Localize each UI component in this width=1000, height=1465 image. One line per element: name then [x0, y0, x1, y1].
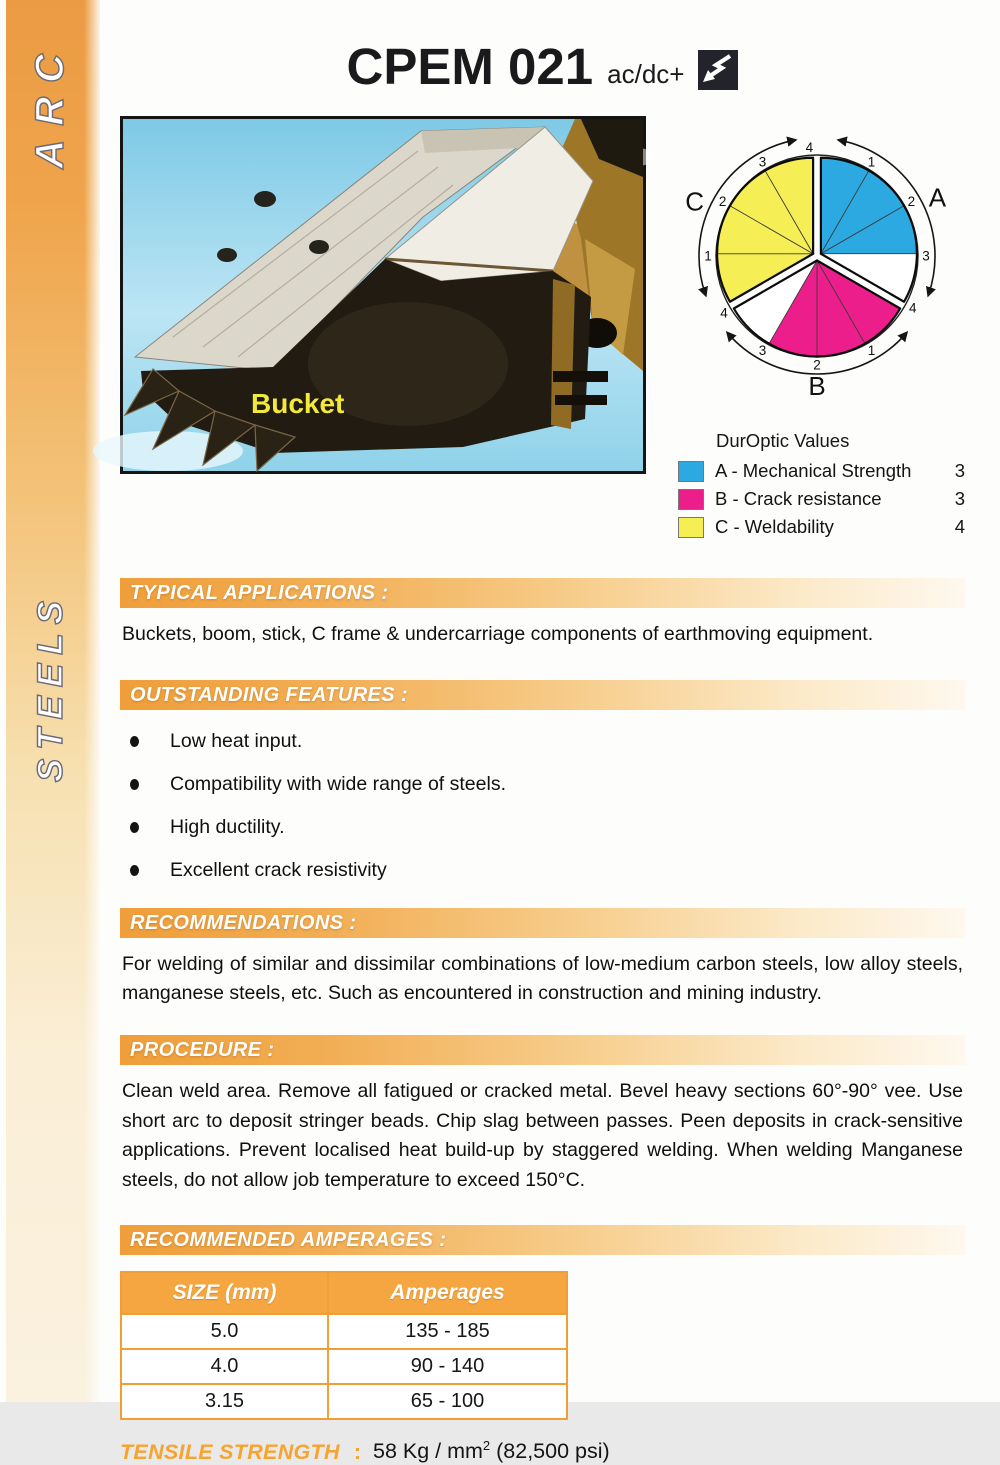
section-header-typical-applications: TYPICAL APPLICATIONS : — [120, 578, 965, 608]
svg-text:3: 3 — [758, 343, 766, 359]
svg-text:3: 3 — [758, 154, 766, 170]
sidebar-band — [6, 0, 100, 1402]
svg-text:A: A — [928, 182, 946, 213]
recommendations-paragraph: For welding of similar and dissimilar combinations of low-medium carbon steels, low alloy steels, manganese steels, etc. Such as encountered in construction and mining industry. — [122, 952, 963, 1005]
svg-text:C: C — [684, 186, 704, 217]
feature-text: Compatibility with wide range of steels. — [170, 772, 506, 795]
column-header-amperages: Amperages — [328, 1272, 567, 1314]
list-item — [120, 773, 965, 796]
bullet-icon — [130, 736, 139, 747]
tensile-strength-row — [120, 1438, 965, 1464]
cell-amps: 90 - 140 — [328, 1349, 567, 1384]
tensile-value-tail: (82,500 psi) — [490, 1439, 610, 1464]
table-row — [121, 1349, 567, 1384]
cell-amps: 135 - 185 — [328, 1314, 567, 1349]
feature-text: Low heat input. — [170, 729, 303, 752]
legend-label-b: B - Crack resistance — [715, 488, 882, 509]
svg-text:1: 1 — [867, 343, 875, 359]
bucket-photo — [120, 116, 646, 474]
swatch-crack-resistance — [678, 489, 704, 510]
svg-text:1: 1 — [703, 248, 712, 264]
product-title: CPEM 021 — [346, 38, 594, 95]
svg-text:4: 4 — [719, 305, 728, 321]
feature-text: Excellent crack resistivity — [170, 858, 387, 881]
content-column — [120, 0, 965, 1465]
section-header-recommended-amperages: RECOMMENDED AMPERAGES : — [120, 1225, 965, 1255]
svg-text:1: 1 — [867, 154, 875, 170]
photo-caption: Bucket — [251, 388, 345, 419]
table-row — [121, 1384, 567, 1419]
bullet-icon — [130, 865, 139, 876]
applications-paragraph: Buckets, boom, stick, C frame & undercarriage components of earthmoving equipment. — [122, 623, 874, 645]
svg-text:2: 2 — [718, 194, 726, 210]
swatch-mechanical-strength — [678, 461, 704, 482]
duroptic-panel — [668, 116, 965, 544]
svg-text:B: B — [807, 371, 826, 402]
list-item — [120, 816, 965, 839]
tensile-strength-value — [373, 1438, 610, 1464]
header — [120, 36, 965, 95]
svg-text:4: 4 — [908, 300, 917, 316]
procedure-paragraph: Clean weld area. Remove all fatigued or cracked metal. Bevel heavy sections 60°-90° vee. Use short arc to deposit stringer beads. Chip slag between passes. Peen deposits in crack-sensitive applications. Prevent localised heat build-up by staggered welding. When welding Manganese steels, do not allow job temperature to exceed 150°C. — [122, 1079, 963, 1191]
legend-label-c: C - Weldability — [715, 516, 834, 537]
hero-row — [120, 116, 965, 544]
legend-value-a: 3 — [954, 460, 965, 481]
svg-text:4: 4 — [805, 139, 813, 155]
cell-size: 5.0 — [121, 1314, 328, 1349]
arc-bolt-icon — [698, 50, 738, 90]
duroptic-wheel-chart — [669, 116, 965, 406]
svg-text:2: 2 — [907, 194, 915, 210]
bullet-icon — [130, 779, 139, 790]
list-item — [120, 730, 965, 753]
table-header-row — [121, 1272, 567, 1314]
legend-row-a — [678, 460, 965, 482]
amperage-table — [120, 1271, 568, 1420]
section-header-recommendations: RECOMMENDATIONS : — [120, 908, 965, 938]
current-type-label: ac/dc+ — [607, 59, 685, 89]
svg-text:3: 3 — [921, 248, 930, 264]
section-header-outstanding-features: OUTSTANDING FEATURES : — [120, 680, 965, 710]
legend-value-b: 3 — [954, 488, 965, 509]
legend-row-b — [678, 488, 965, 510]
section-header-procedure: PROCEDURE : — [120, 1035, 965, 1065]
bucket-photo-illustration — [123, 119, 643, 471]
legend-row-c — [678, 516, 965, 538]
cell-size: 3.15 — [121, 1384, 328, 1419]
cell-size: 4.0 — [121, 1349, 328, 1384]
tensile-value-main: 58 Kg / mm — [372, 1439, 483, 1464]
tensile-strength-label: TENSILE STRENGTH — [120, 1439, 340, 1464]
legend-label-a: A - Mechanical Strength — [715, 460, 912, 481]
svg-text:2: 2 — [812, 357, 821, 373]
cell-amps: 65 - 100 — [328, 1384, 567, 1419]
sidebar-label-arc: ARC — [28, 40, 72, 169]
bullet-icon — [130, 822, 139, 833]
swatch-weldability — [678, 517, 704, 538]
sidebar-label-steels: STEELS — [31, 592, 70, 783]
list-item — [120, 859, 965, 882]
features-list — [120, 730, 965, 882]
tensile-colon: : — [353, 1439, 361, 1464]
tensile-value-sup: 2 — [482, 1438, 491, 1454]
legend-title: DurOptic Values — [716, 430, 850, 451]
legend-value-c: 4 — [954, 516, 965, 537]
feature-text: High ductility. — [170, 815, 285, 838]
table-row — [121, 1314, 567, 1349]
duroptic-legend — [668, 430, 965, 544]
column-header-size: SIZE (mm) — [121, 1272, 328, 1314]
